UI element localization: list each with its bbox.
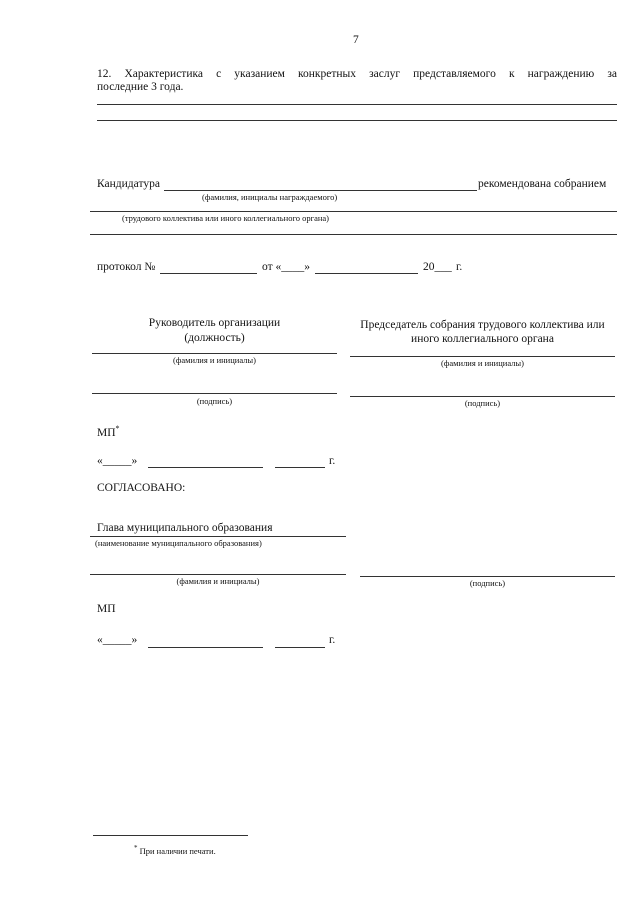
date-month-field-1[interactable]: [148, 467, 263, 468]
date-year-suffix-2: г.: [329, 634, 336, 646]
chair-title-1: Председатель собрания трудового коллектива или: [360, 319, 605, 331]
municipality-field[interactable]: [90, 536, 346, 537]
section-12-heading: 12. Характеристика с указанием конкретных заслуг представляемого к награждению за: [97, 68, 617, 80]
protocol-date-month-field[interactable]: [315, 273, 418, 274]
characteristic-line-2[interactable]: [97, 120, 617, 121]
stamp-place-2: МП: [97, 603, 116, 615]
stamp-label: МП: [97, 426, 116, 439]
head-signature-hint: (подпись): [196, 396, 233, 406]
protocol-year: 20___: [423, 261, 452, 273]
page-number: 7: [353, 34, 359, 46]
stamp-footnote-mark: *: [115, 424, 120, 433]
agreed-signature-hint: (подпись): [469, 578, 506, 588]
date-month-field-2[interactable]: [148, 647, 263, 648]
candidate-name-field[interactable]: [164, 190, 477, 191]
agreed-name-field[interactable]: [90, 574, 346, 575]
candidacy-label: Кандидатура: [97, 178, 160, 190]
footnote-mark: *: [134, 844, 138, 852]
date-year-field-1[interactable]: [275, 467, 325, 468]
section-12-heading-cont: последние 3 года.: [97, 81, 184, 93]
head-signature-field[interactable]: [92, 393, 337, 394]
protocol-year-suffix: г.: [456, 261, 463, 273]
agreed-signature-field[interactable]: [360, 576, 615, 577]
head-name-hint: (фамилия и инициалы): [173, 355, 256, 365]
recommended-label: рекомендована собранием: [478, 178, 607, 190]
date-year-field-2[interactable]: [275, 647, 325, 648]
candidate-name-hint: (фамилия, инициалы награждаемого): [202, 192, 338, 202]
chair-name-hint: (фамилия и инициалы): [441, 358, 524, 368]
footnote-text: При наличии печати.: [139, 845, 216, 856]
date-year-suffix-1: г.: [329, 455, 336, 467]
protocol-date-day: от «____»: [262, 261, 310, 273]
collective-hint: (трудового коллектива или иного коллегиального органа): [122, 213, 330, 223]
head-position: (должность): [184, 332, 245, 344]
stamp-place-1: [97, 424, 120, 439]
date-day-2: «_____»: [97, 634, 138, 646]
municipal-head-title: Глава муниципального образования: [97, 522, 273, 534]
protocol-number-field[interactable]: [160, 273, 257, 274]
chair-title-2: иного коллегиального органа: [411, 333, 554, 345]
agreed-title: СОГЛАСОВАНО:: [97, 482, 186, 494]
agreed-name-hint: (фамилия и инициалы): [176, 576, 260, 586]
chair-signature-field[interactable]: [350, 396, 615, 397]
collective-field[interactable]: [90, 211, 617, 212]
protocol-label: протокол №: [97, 261, 156, 273]
chair-signature-hint: (подпись): [464, 398, 501, 408]
footnote-separator: [93, 835, 248, 836]
head-title: Руководитель организации: [148, 317, 281, 329]
head-name-field[interactable]: [92, 353, 337, 354]
footnote: [134, 844, 216, 856]
date-day-1: «_____»: [97, 455, 138, 467]
characteristic-line-1[interactable]: [97, 104, 617, 105]
collective-field-2[interactable]: [90, 234, 617, 235]
chair-name-field[interactable]: [350, 356, 615, 357]
municipality-hint: (наименование муниципального образования): [95, 538, 262, 548]
